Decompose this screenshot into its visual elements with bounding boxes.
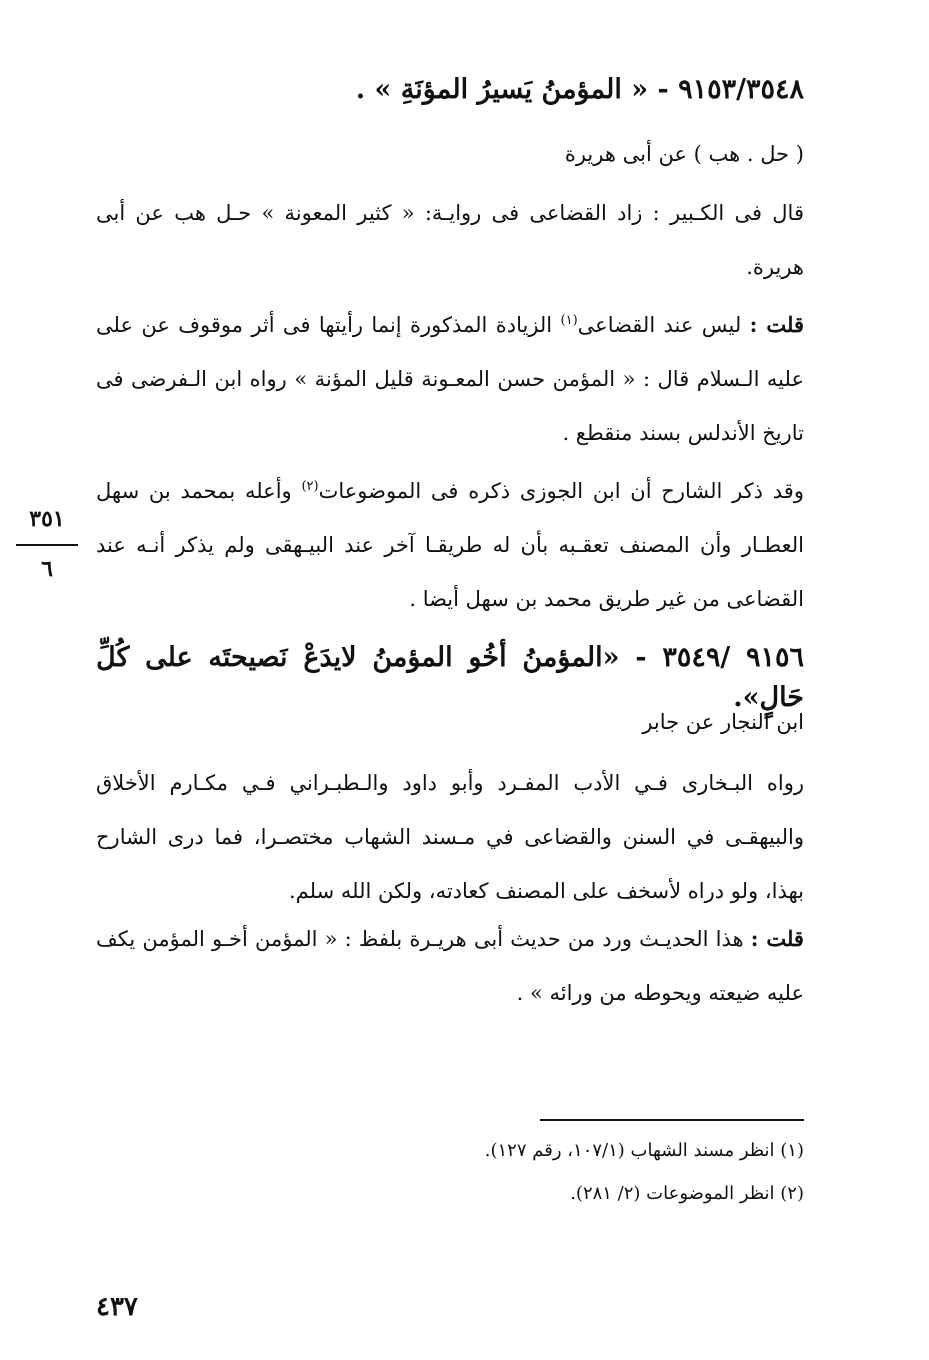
footnote-ref-1[interactable]: (١) xyxy=(560,313,578,328)
margin-ref-top: ٣٥١ xyxy=(29,506,65,532)
qultu-paragraph-2 xyxy=(96,912,804,1020)
qultu-paragraph-1 xyxy=(96,298,804,460)
page-number: ٤٣٧ xyxy=(96,1292,138,1322)
footnote-ref-2[interactable]: (٢) xyxy=(301,479,319,494)
margin-volume-reference xyxy=(14,506,80,582)
shareh-paragraph xyxy=(96,464,804,626)
qultu-text-part: الزيادة المذكورة إنما رأيتها فى أثر موقوف عن على عليه الـسلام قال : « المؤمن حسن المعـونة قليل المؤنة » رواه ابن الـفرضى فى تاريخ الأندلس بسند منقطع . xyxy=(96,313,804,445)
hadith-source-3549: ابن النجار عن جابر xyxy=(642,710,804,734)
kabir-paragraph: قال فى الكـبير : زاد القضاعى فى روايـة: « كثير المعونة » حـل هب عن أبى هريرة. xyxy=(96,201,804,279)
margin-ref-bottom: ٦ xyxy=(41,556,53,582)
shareh-text-part: وقد ذكر الشارح أن ابن الجوزى ذكره فى الموضوعات xyxy=(318,479,804,503)
riwaya-paragraph: رواه البـخارى فـي الأدب المفـرد وأبو داود والـطبـراني فـي مكـارم الأخلاق والبيهقـى في السنن والقضاعى في مـسند الشهاب مختصـرا، فما درى الشارح بهذا، ولو دراه لأسخف على المصنف كعادته، ولكن الله سلم. xyxy=(96,771,804,903)
qultu-text-part: ليس عند القضاعى xyxy=(577,313,742,337)
footnote-separator xyxy=(540,1119,804,1121)
shareh-text-part: وأعله بمحمد بن سهل العطـار وأن المصنف تعقـبه بأن له طريقـا آخر عند البيـهقى ولم يذكر أنـه عند القضاعى من غير طريق محمد بن سهل أيضا . xyxy=(96,479,804,611)
hadith-source-3548: ( حل . هب ) عن أبى هريرة xyxy=(564,142,804,166)
margin-ref-rule xyxy=(16,544,78,546)
hadith-title-3549: ٩١٥٦ /٣٥٤٩ - «المؤمنُ أخُو المؤمنُ لايدَعْ نَصيحتَه على كُلِّ حَالٍ». xyxy=(96,642,805,713)
qultu-label: قلت : xyxy=(750,926,804,951)
footnote-2: (٢) انظر الموضوعات (٢/ ٢٨١). xyxy=(570,1183,804,1204)
qultu-label: قلت : xyxy=(749,312,804,337)
qultu-text-part: هذا الحديـث ورد من حديث أبى هريـرة بلفظ : « المؤمن أخـو المؤمن يكف عليه ضيعته ويحوطه من ورائه » . xyxy=(96,927,804,1005)
hadith-title-3548: ٩١٥٣/٣٥٤٨ - « المؤمنُ يَسيرُ المؤنَةِ » . xyxy=(355,74,804,105)
footnote-1: (١) انظر مسند الشهاب (١٠٧/١، رقم ١٢٧). xyxy=(484,1140,804,1161)
